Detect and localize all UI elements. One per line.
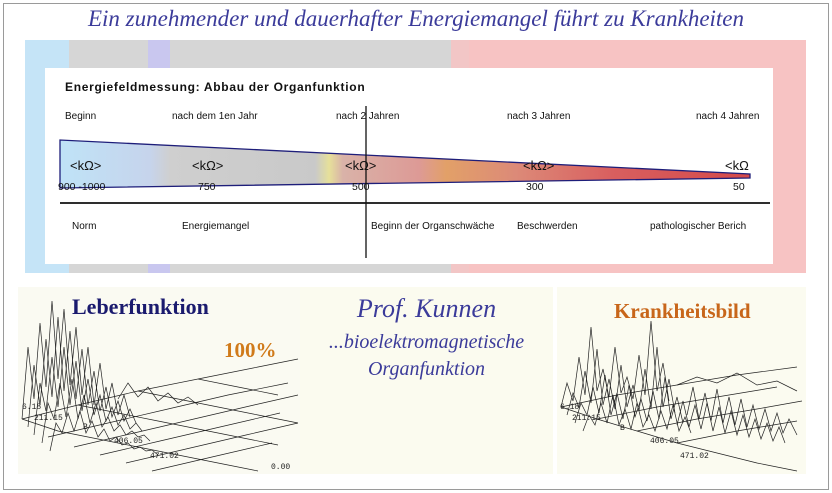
unit-label: <kΩ> bbox=[523, 158, 555, 173]
axis-value: B bbox=[620, 424, 625, 433]
axis-value: 211.15 bbox=[572, 414, 601, 423]
unit-label: <kΩ> bbox=[192, 158, 224, 173]
unit-label: <kΩ bbox=[725, 158, 749, 173]
percent-label: 100% bbox=[224, 338, 277, 362]
value-label: 50 bbox=[733, 181, 745, 193]
axis-value: 211.15 bbox=[34, 414, 63, 423]
stage-label: nach 4 Jahren bbox=[696, 111, 760, 122]
author-name: Prof. Kunnen bbox=[356, 294, 497, 323]
axis-value: 406.05 bbox=[114, 437, 143, 446]
axis-value: 471.02 bbox=[150, 452, 179, 461]
axis-value: 6.18 bbox=[560, 403, 580, 412]
axis-value: 0.00 bbox=[271, 463, 291, 472]
chart-title: Energiefeldmessung: Abbau der Organfunktion bbox=[65, 80, 366, 94]
axis-value: 471.02 bbox=[680, 452, 709, 461]
stage-label: nach 2 Jahren bbox=[336, 111, 400, 122]
phase-label: Beginn der Organschwäche bbox=[371, 221, 495, 232]
stage-label: Beginn bbox=[65, 111, 97, 122]
phase-label: Norm bbox=[72, 221, 97, 232]
value-label: 900 -1000 bbox=[58, 181, 106, 193]
value-label: 500 bbox=[352, 181, 370, 193]
leber-title: Leberfunktion bbox=[72, 294, 209, 319]
axis-value: 6.18 bbox=[22, 403, 42, 412]
krankheit-title: Krankheitsbild bbox=[614, 299, 751, 323]
stage-label: nach dem 1en Jahr bbox=[172, 111, 258, 122]
axis-value: 406.05 bbox=[650, 437, 679, 446]
phase-label: pathologischer Berich bbox=[650, 221, 747, 232]
axis-value: B bbox=[83, 423, 88, 432]
wedge-area bbox=[60, 140, 750, 188]
slide-headline: Ein zunehmender und dauerhafter Energiemangel führt zu Krankheiten bbox=[87, 6, 745, 31]
center-line-1: ...bioelektromagnetische bbox=[328, 331, 525, 353]
value-label: 750 bbox=[198, 181, 216, 193]
unit-label: <kΩ> bbox=[345, 158, 377, 173]
phase-label: Energiemangel bbox=[182, 221, 250, 232]
phase-label: Beschwerden bbox=[517, 221, 578, 232]
center-line-2: Organfunktion bbox=[367, 358, 486, 380]
value-label: 300 bbox=[526, 181, 544, 193]
stage-label: nach 3 Jahren bbox=[507, 111, 571, 122]
unit-label: <kΩ> bbox=[70, 158, 102, 173]
